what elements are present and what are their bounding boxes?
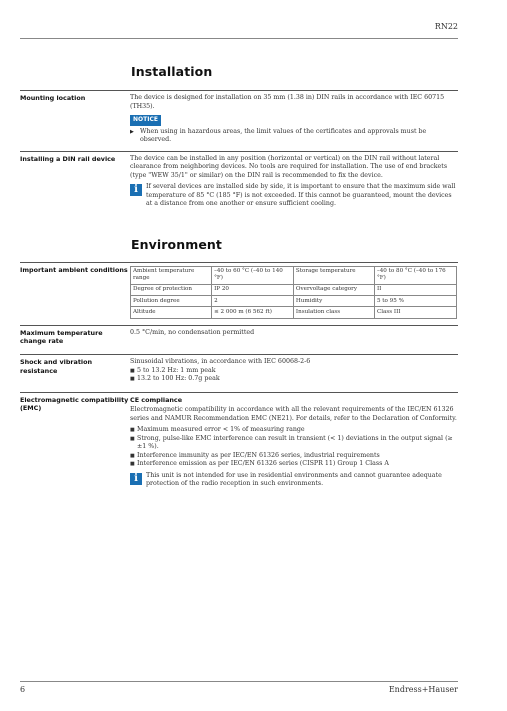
- shock-row: [20, 354, 458, 384]
- ambient-conditions-label: Important ambient conditions: [20, 265, 128, 274]
- max-temp-text: 0.5 °C/min, no condensation permitted: [130, 328, 255, 336]
- bullet-icon: ■: [130, 427, 135, 434]
- table-cell: Pollution degree: [131, 296, 212, 307]
- din-rail-row: [20, 151, 458, 209]
- table-cell: 5 to 95 %: [374, 296, 456, 307]
- page-number: 6: [20, 685, 26, 694]
- info-icon: i: [130, 473, 142, 485]
- table-cell: Ambient temperature range: [131, 266, 212, 284]
- bullet-icon: ■: [130, 367, 135, 374]
- installation-heading: Installation: [131, 64, 213, 79]
- emc-info-text: This unit is not intended for use in residential environments and cannot guarantee adequate protection of the radio reception in such environments.: [146, 471, 442, 488]
- notice-text: When using in hazardous areas, the limit values of the certificates and approvals must be observed.: [140, 127, 427, 143]
- list-item: 13.2 to 100 Hz: 0.7g peak: [137, 375, 220, 383]
- emc-label: Electromagnetic compatibility (EMC): [20, 395, 129, 413]
- din-rail-info-text: If several devices are installed side by side, it is important to ensure that the maximum side wall temperature of 85 °C (185 °F) is not exceeded. If this cannot be guaranteed, mount the devices at a distance from one another or ensure sufficient cooling.: [146, 183, 456, 207]
- bullet-icon: ■: [130, 376, 135, 383]
- list-item: 5 to 13.2 Hz: 1 mm peak: [137, 366, 216, 374]
- page-body: [20, 40, 458, 489]
- ambient-conditions-row: [20, 262, 458, 319]
- table-cell: Insulation class: [293, 307, 374, 318]
- shock-label: Shock and vibration resistance: [20, 358, 93, 375]
- table-row: [131, 284, 457, 295]
- notice-badge: NOTICE: [130, 115, 161, 126]
- din-rail-label: Installing a DIN rail device: [20, 154, 116, 163]
- list-item: Interference emission as per IEC/EN 61326 series (CISPR 11) Group 1 Class A: [137, 460, 389, 468]
- emc-subtitle: CE compliance: [130, 395, 183, 404]
- bullet-icon: ■: [130, 452, 135, 459]
- page-footer: [20, 681, 458, 694]
- mounting-location-text: The device is designed for installation on 35 mm (1.38 in) DIN rails in accordance with IEC 60715 (TH35).: [130, 94, 445, 110]
- mounting-location-row: [20, 90, 458, 145]
- table-cell: –40 to 80 °C (–40 to 176 °F): [374, 266, 456, 284]
- table-cell: Humidity: [293, 296, 374, 307]
- table-cell: –40 to 60 °C (–40 to 140 °F): [212, 266, 294, 284]
- table-cell: ≤ 2 000 m (6 562 ft): [212, 307, 294, 318]
- bullet-icon: ■: [130, 435, 135, 442]
- table-cell: Altitude: [131, 307, 212, 318]
- page-header: [20, 22, 458, 39]
- document-code: RN22: [434, 22, 458, 31]
- list-item: Maximum measured error < 1% of measuring range: [137, 426, 305, 434]
- max-temp-row: [20, 325, 458, 346]
- table-cell: Degree of protection: [131, 284, 212, 295]
- list-item: Strong, pulse-like EMC interference can result in transient (< 1) deviations in the output signal (≥ ±1 %).: [137, 434, 453, 451]
- din-rail-text: The device can be installed in any position (horizontal or vertical) on the DIN rail without lateral clearance from neighboring devices. No tools are required for installation. The use of end brackets (type "WEW 35/1" or similar) on the DIN rail is recommended to fix the device.: [130, 154, 448, 179]
- mounting-location-label: Mounting location: [20, 94, 86, 102]
- table-cell: IP 20: [212, 284, 294, 295]
- table-cell: Class III: [374, 307, 456, 318]
- shock-text: Sinusoidal vibrations, in accordance with IEC 60068-2-6: [130, 358, 311, 366]
- bullet-icon: ■: [130, 461, 135, 468]
- table-cell: Storage temperature: [293, 266, 374, 284]
- list-item: Interference immunity as per IEC/EN 61326 series, industrial requirements: [137, 451, 380, 459]
- table-row: [131, 296, 457, 307]
- table-row: [131, 266, 457, 284]
- ambient-conditions-table: [130, 266, 457, 319]
- table-cell: II: [374, 284, 456, 295]
- info-icon: i: [130, 184, 142, 196]
- max-temp-label: Maximum temperature change rate: [20, 328, 103, 345]
- environment-heading: Environment: [131, 236, 222, 252]
- emc-text: Electromagnetic compatibility in accordance with all the relevant requirements of the IEC/EN 61326 series and NAMUR Recommendation EMC (NE21). For details, refer to the Declaration of Conformity.: [130, 406, 457, 422]
- table-cell: 2: [212, 296, 294, 307]
- table-cell: Overvoltage category: [293, 284, 374, 295]
- brand-name: Endress+Hauser: [388, 685, 458, 694]
- arrow-right-icon: ▶: [130, 128, 134, 135]
- table-row: [131, 307, 457, 318]
- emc-row: [20, 392, 458, 489]
